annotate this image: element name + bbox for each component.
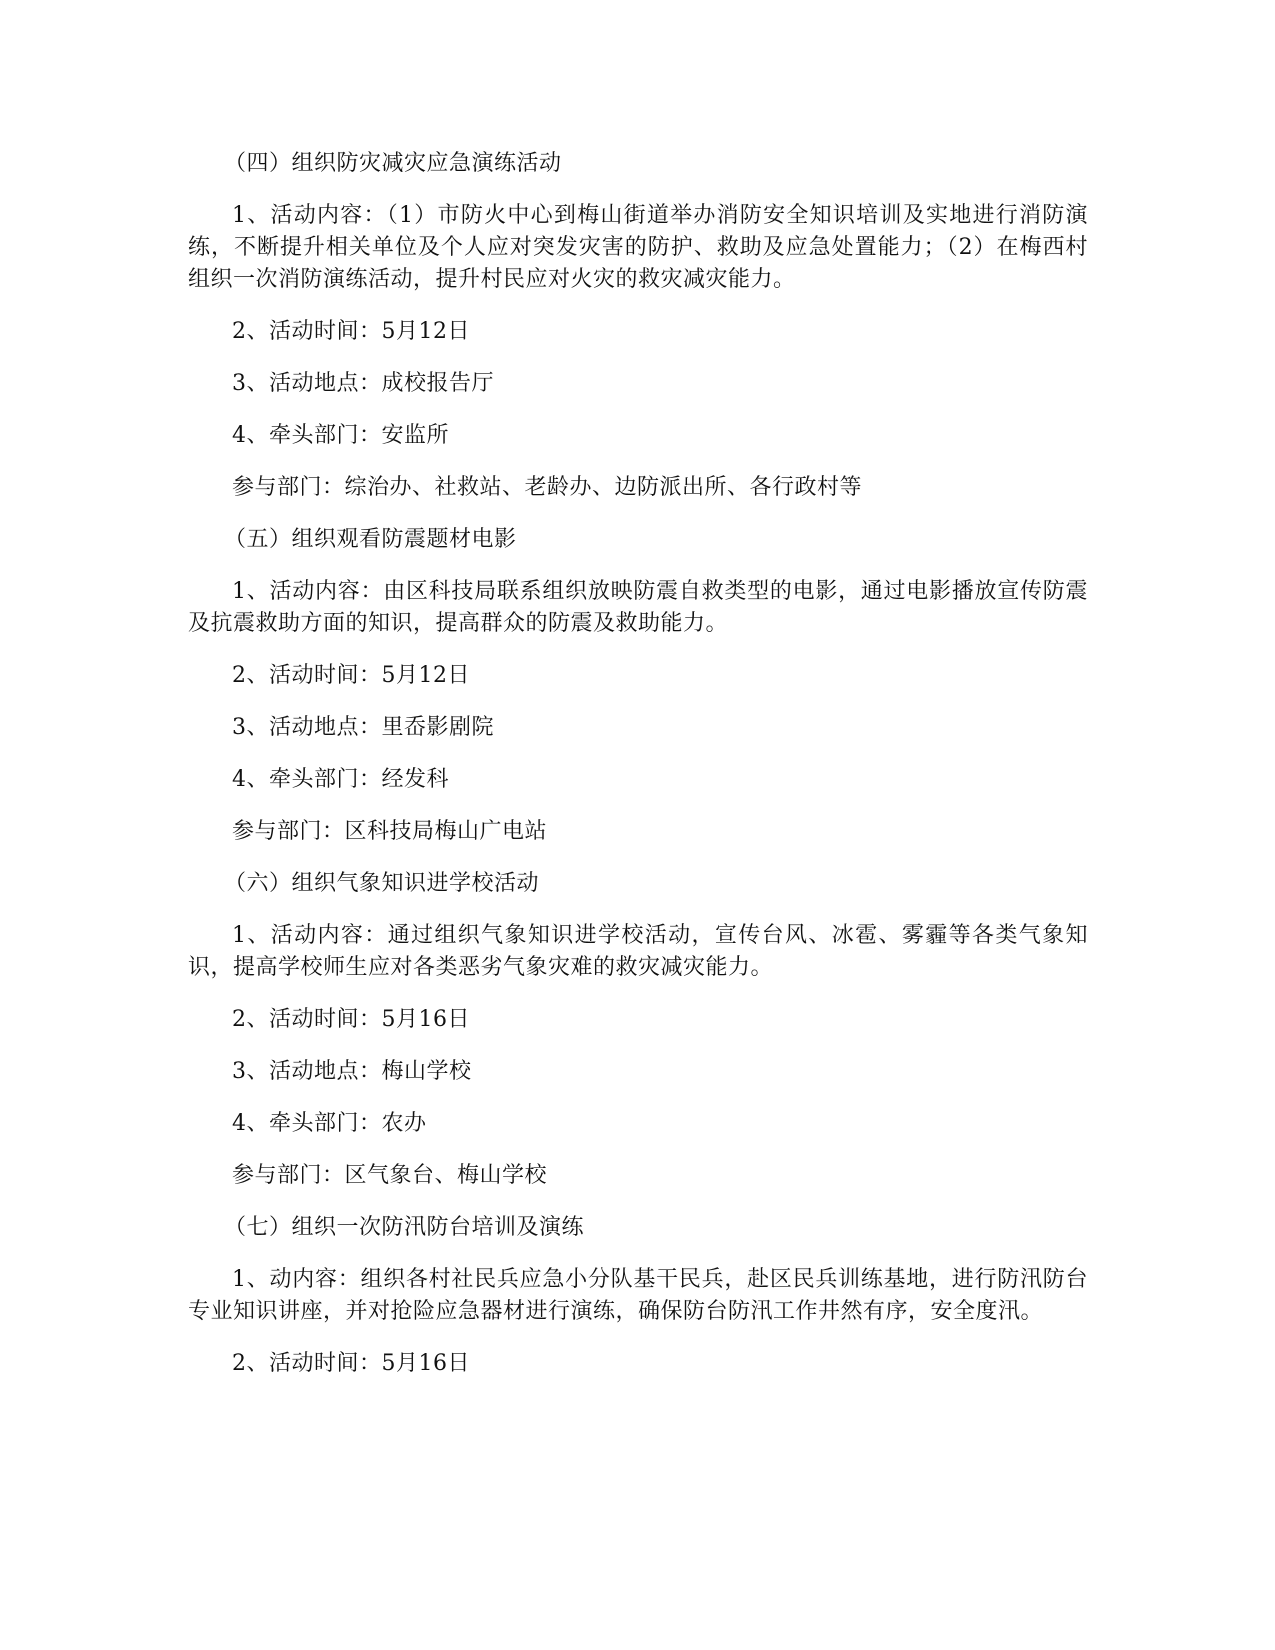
- paragraph-participating-departments: 参与部门：区气象台、梅山学校: [232, 1163, 548, 1188]
- paragraph-activity-time: 2、活动时间：5月12日: [232, 319, 470, 344]
- paragraph-activity-content: 1、活动内容：通过组织气象知识进学校活动，宣传台风、冰雹、雾霾等各类气象知识，提高学校师生应对各类恶劣气象灾难的救灾减灾能力。: [188, 923, 1088, 980]
- paragraph-activity-content: 1、动内容：组织各村社民兵应急小分队基干民兵，赴区民兵训练基地，进行防汛防台专业知识讲座，并对抢险应急器材进行演练，确保防台防汛工作井然有序，安全度汛。: [188, 1267, 1088, 1324]
- paragraph-activity-location: 3、活动地点：梅山学校: [232, 1059, 472, 1084]
- paragraph-activity-time: 2、活动时间：5月12日: [232, 663, 470, 688]
- paragraph-activity-time: 2、活动时间：5月16日: [232, 1351, 470, 1376]
- section-heading-7: （七）组织一次防汛防台培训及演练: [224, 1215, 585, 1240]
- paragraph-lead-department: 4、牵头部门：安监所: [232, 423, 449, 448]
- paragraph-participating-departments: 参与部门：综治办、社救站、老龄办、边防派出所、各行政村等: [232, 475, 863, 500]
- paragraph-activity-content: 1、活动内容：由区科技局联系组织放映防震自救类型的电影，通过电影播放宣传防震及抗震救助方面的知识，提高群众的防震及救助能力。: [188, 579, 1088, 636]
- paragraph-participating-departments: 参与部门：区科技局梅山广电站: [232, 819, 548, 844]
- paragraph-activity-time: 2、活动时间：5月16日: [232, 1007, 470, 1032]
- paragraph-activity-location: 3、活动地点：成校报告厅: [232, 371, 494, 396]
- paragraph-activity-content: 1、活动内容：（1）市防火中心到梅山街道举办消防安全知识培训及实地进行消防演练，不断提升相关单位及个人应对突发灾害的防护、救助及应急处置能力；（2）在梅西村组织一次消防演练活动，提升村民应对火灾的救灾减灾能力。: [188, 203, 1089, 292]
- paragraph-lead-department: 4、牵头部门：农办: [232, 1111, 427, 1136]
- section-heading-5: （五）组织观看防震题材电影: [224, 527, 517, 552]
- document-body: [188, 148, 1088, 1400]
- paragraph-activity-location: 3、活动地点：里岙影剧院: [232, 715, 494, 740]
- paragraph-lead-department: 4、牵头部门：经发科: [232, 767, 449, 792]
- section-heading-6: （六）组织气象知识进学校活动: [224, 871, 540, 896]
- section-heading-4: （四）组织防灾减灾应急演练活动: [224, 151, 562, 176]
